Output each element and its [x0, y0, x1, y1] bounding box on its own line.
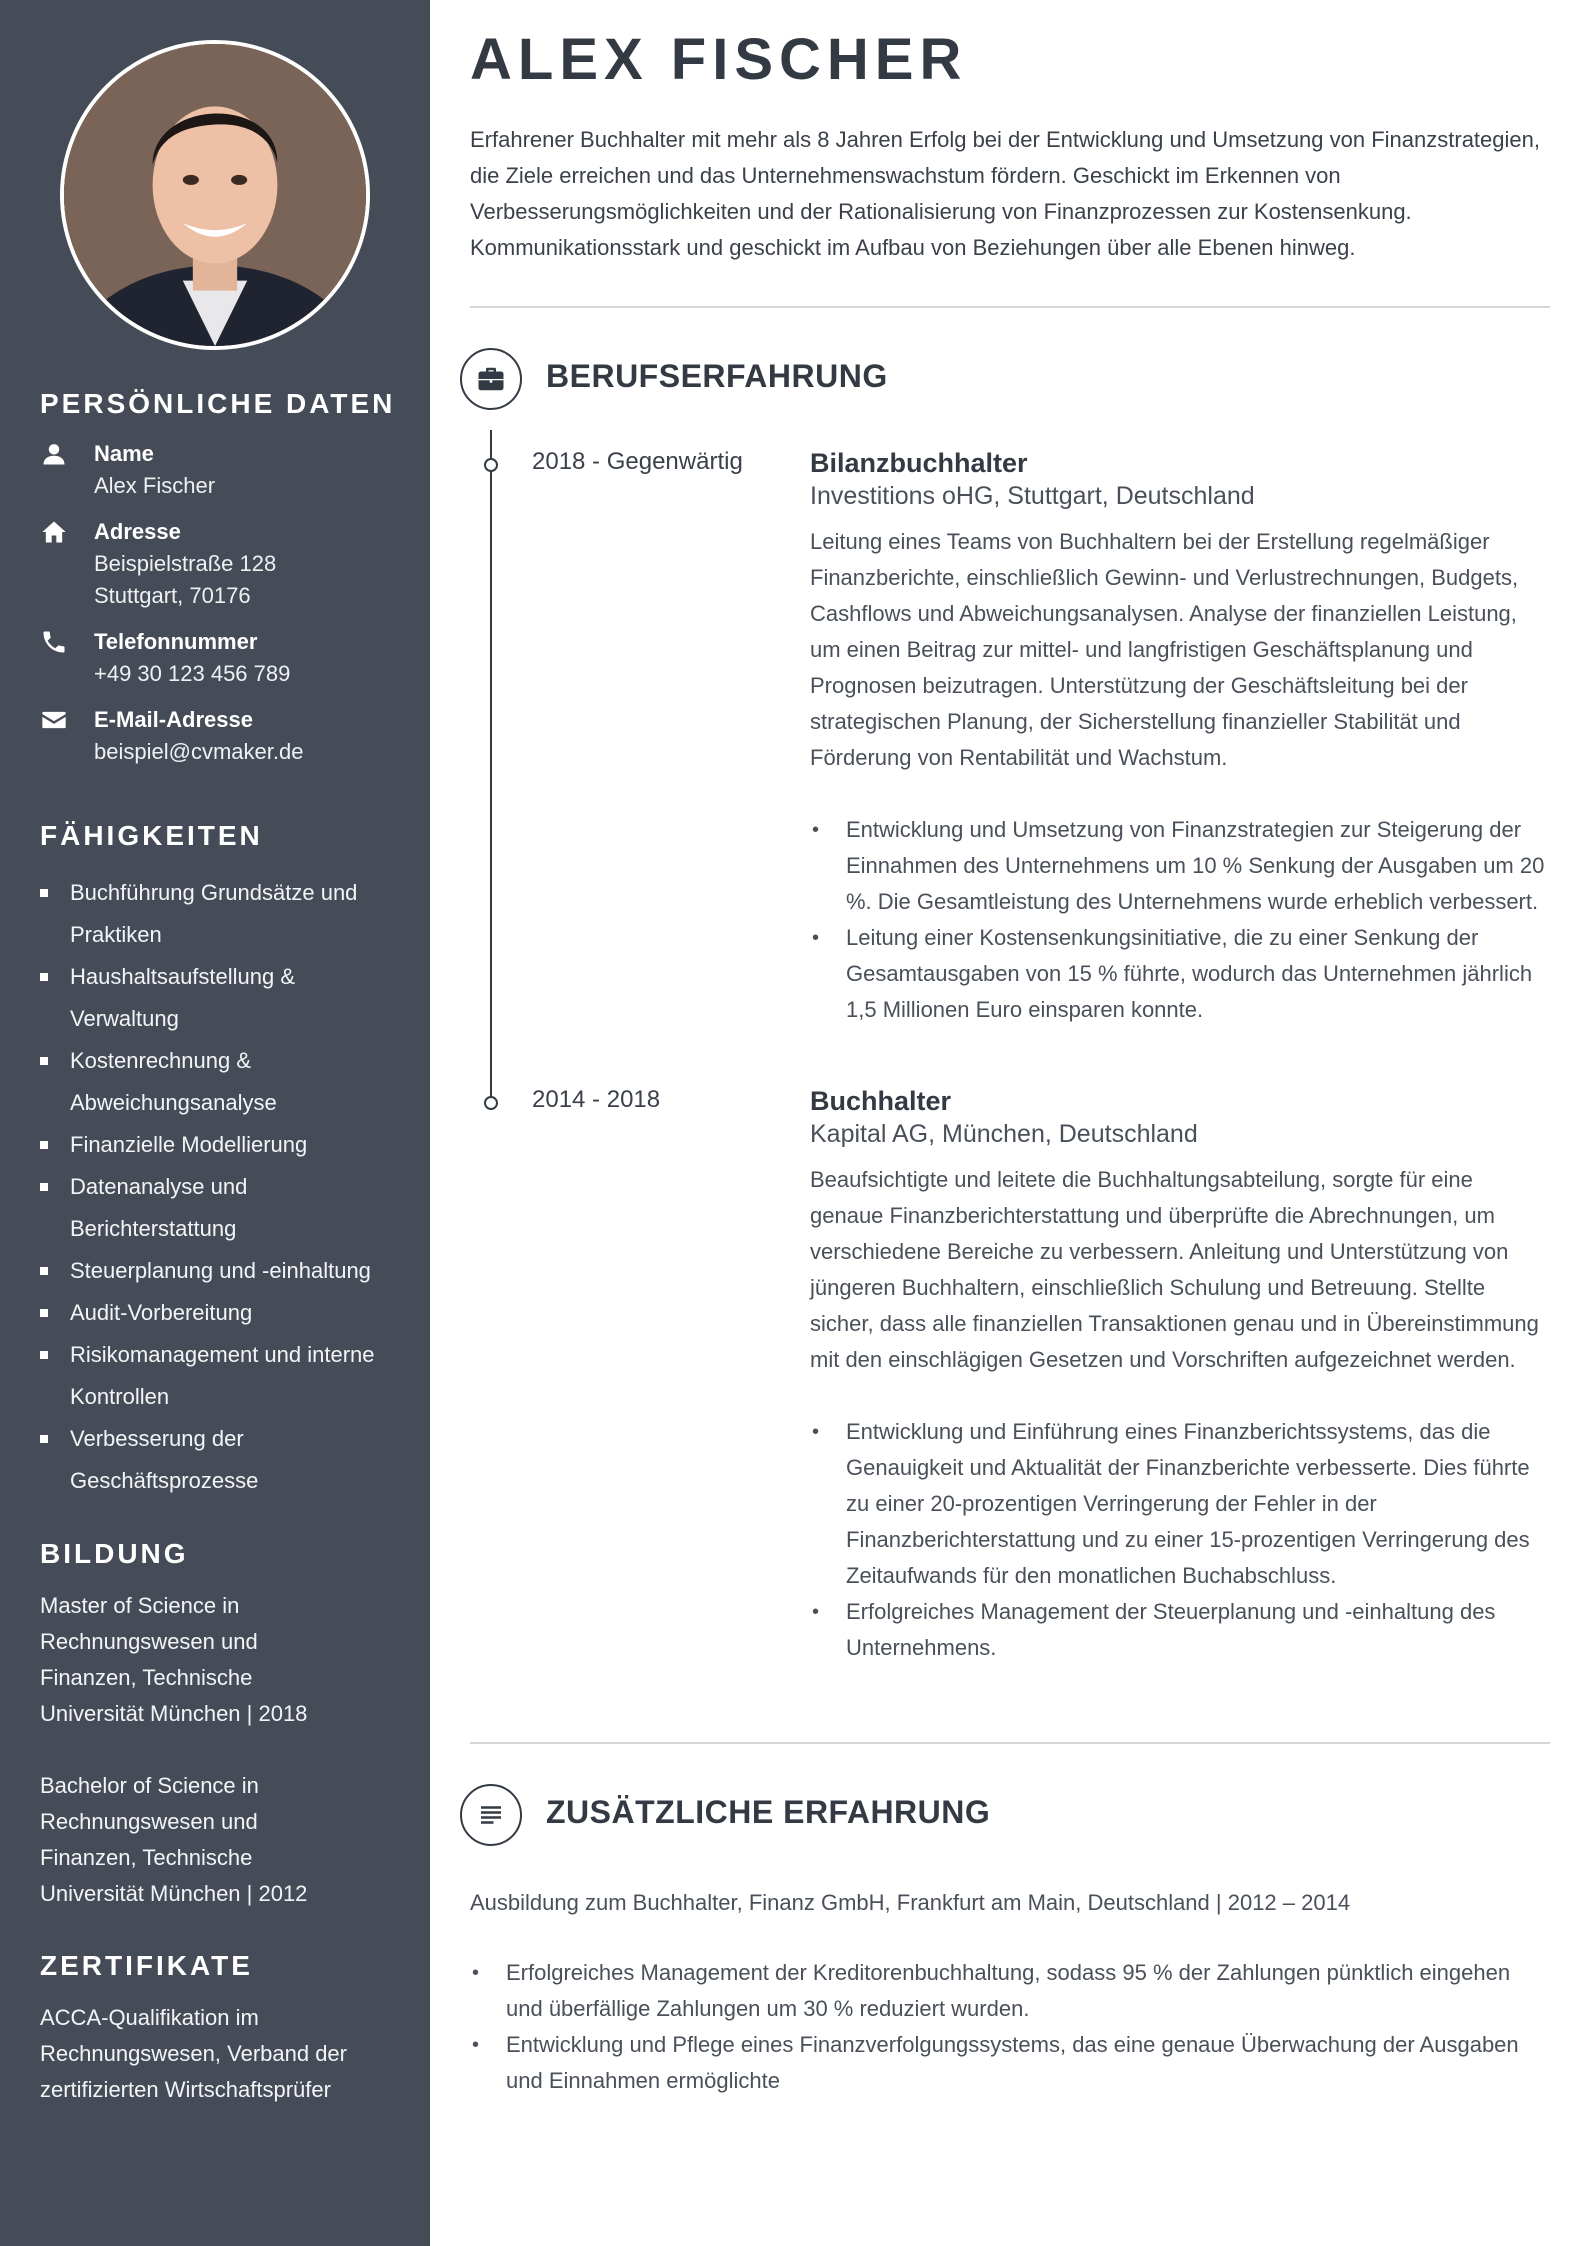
job-bullets [810, 812, 1550, 1028]
profile-summary: Erfahrener Buchhalter mit mehr als 8 Jahren Erfolg bei der Entwicklung und Umsetzung von Finanzstrategien, die Ziele erreichen und das Unternehmenswachstum fördern. Geschickt im Erkennen von Verbesserungsmöglichkeiten und der Rationalisierung von Finanzprozessen zur Kostensenkung. Kommunikationsstark und geschickt im Aufbau von Beziehungen über alle Ebenen hinweg. [470, 127, 1540, 260]
education-heading: BILDUNG [40, 1538, 189, 1569]
briefcase-icon [476, 364, 506, 394]
skill-item: Audit-Vorbereitung [40, 1292, 400, 1334]
job-title: Bilanzbuchhalter [810, 448, 1028, 478]
skill-item: Verbesserung der Geschäftsprozesse [40, 1418, 400, 1502]
job-title: Buchhalter [810, 1086, 952, 1116]
job-entry [810, 1084, 1550, 1666]
list-item: • Entwicklung und Einführung eines Finanzberichtssystems, das die Genauigkeit und Aktualität der Finanzberichte verbesserte. Dies führte zu einer 20-prozentigen Verringerung der Fehler in der Finanzberichterstattung und zu einer 15-prozentigen Verringerung des Zeitaufwands für den monatlichen Buchabschluss. [810, 1414, 1550, 1594]
timeline-dot [484, 458, 498, 472]
job-entry [810, 446, 1550, 1028]
experience-heading: BERUFSERFAHRUNG [546, 358, 888, 394]
home-icon [40, 518, 68, 546]
personal-data-heading: PERSÖNLICHE DATEN [40, 388, 396, 419]
certificates-heading: ZERTIFIKATE [40, 1950, 253, 1981]
list-item: • Leitung einer Kostensenkungsinitiative, die zu einer Senkung der Gesamtausgaben von 15 % führte, wodurch das Unternehmen jährlich 1,5 Millionen Euro einsparen konnte. [810, 920, 1550, 1028]
name-value: Alex Fischer [94, 473, 216, 498]
timeline-line [490, 430, 492, 1104]
address-line2: Stuttgart, 70176 [94, 583, 251, 608]
email-icon [40, 706, 68, 734]
section-icon-additional [460, 1784, 522, 1846]
skill-item: Steuerplanung und -einhaltung [40, 1250, 400, 1292]
list-item: • Entwicklung und Umsetzung von Finanzstrategien zur Steigerung der Einnahmen des Unternehmens um 10 % Senkung der Ausgaben um 20 %. Die Gesamtleistung des Unternehmens wurde erheblich verbessert. [810, 812, 1550, 920]
additional-bullets [470, 1955, 1550, 2099]
job-description: Leitung eines Teams von Buchhaltern bei der Erstellung regelmäßiger Finanzberichte, einschließlich Gewinn- und Verlustrechnungen, Budgets, Cashflows und Abweichungsanalysen. Analyse der finanziellen Leistung, um einen Beitrag zur mittel- und langfristigen Geschäftsplanung und Prognosen beizutragen. Unterstützung der Geschäftsleitung bei der strategischen Planung, der Sicherstellung finanzieller Stabilität und Förderung von Rentabilität und Wachstum. [810, 529, 1519, 770]
skill-item: Kostenrechnung & Abweichungsanalyse [40, 1040, 400, 1124]
phone-label: Telefonnummer [94, 629, 258, 654]
page-title: ALEX FISCHER [470, 27, 968, 92]
job-company: Kapital AG, München, Deutschland [810, 1120, 1198, 1148]
document-lines-icon [476, 1800, 506, 1830]
person-icon [40, 440, 68, 468]
divider [470, 306, 1550, 308]
education-entry-bachelor: Bachelor of Science in Rechnungswesen und Finanzen, Technische Universität München | 2012 [40, 1773, 308, 1906]
education-entry-master: Master of Science in Rechnungswesen und Finanzen, Technische Universität München | 2018 [40, 1593, 308, 1726]
email-value: beispiel@cvmaker.de [94, 739, 304, 764]
name-label: Name [94, 441, 154, 466]
job-description: Beaufsichtigte und leitete die Buchhaltungsabteilung, sorgte für eine genaue Finanzberichterstattung und überprüfte die Abrechnungen, um verschiedene Bereiche zu verbessern. Anleitung und Unterstützung von jüngeren Buchhaltern, einschließlich Schulung und Betreuung. Stellte sicher, dass alle finanziellen Transaktionen genau und in Übereinstimmung mit den einschlägigen Gesetzen und Vorschriften aufgezeichnet werden. [810, 1167, 1539, 1372]
profile-photo [60, 40, 370, 350]
skills-heading: FÄHIGKEITEN [40, 820, 263, 851]
profile-photo-illustration [64, 44, 366, 346]
skills-list [40, 872, 400, 1502]
sidebar [0, 0, 430, 2246]
divider [470, 1742, 1550, 1744]
address-label: Adresse [94, 519, 181, 544]
job-company: Investitions oHG, Stuttgart, Deutschland [810, 482, 1255, 510]
email-label: E-Mail-Adresse [94, 707, 253, 732]
job-date: 2018 - Gegenwärtig [532, 448, 743, 475]
certificate-text: ACCA-Qualifikation im Rechnungswesen, Verband der zertifizierten Wirtschaftsprüfer [40, 2005, 347, 2102]
timeline-dot [484, 1096, 498, 1110]
job-bullets [810, 1414, 1550, 1666]
additional-heading: ZUSÄTZLICHE ERFAHRUNG [546, 1794, 991, 1830]
skill-item: Haushaltsaufstellung & Verwaltung [40, 956, 400, 1040]
skill-item: Finanzielle Modellierung [40, 1124, 400, 1166]
phone-value: +49 30 123 456 789 [94, 661, 291, 686]
skill-item: Risikomanagement und interne Kontrollen [40, 1334, 400, 1418]
skill-item: Buchführung Grundsätze und Praktiken [40, 872, 400, 956]
additional-entry: Ausbildung zum Buchhalter, Finanz GmbH, Frankfurt am Main, Deutschland | 2012 – 2014 [470, 1890, 1351, 1915]
phone-icon [40, 628, 68, 656]
job-date: 2014 - 2018 [532, 1086, 661, 1113]
list-item: • Entwicklung und Pflege eines Finanzverfolgungssystems, das eine genaue Überwachung der Ausgaben und Einnahmen ermöglichte [470, 2027, 1550, 2099]
address-line1: Beispielstraße 128 [94, 551, 277, 576]
list-item: • Erfolgreiches Management der Steuerplanung und -einhaltung des Unternehmens. [810, 1594, 1550, 1666]
list-item: • Erfolgreiches Management der Kreditorenbuchhaltung, sodass 95 % der Zahlungen pünktlich eingehen und überfällige Zahlungen um 30 % reduziert wurden. [470, 1955, 1550, 2027]
skill-item: Datenanalyse und Berichterstattung [40, 1166, 400, 1250]
section-icon-experience [460, 348, 522, 410]
